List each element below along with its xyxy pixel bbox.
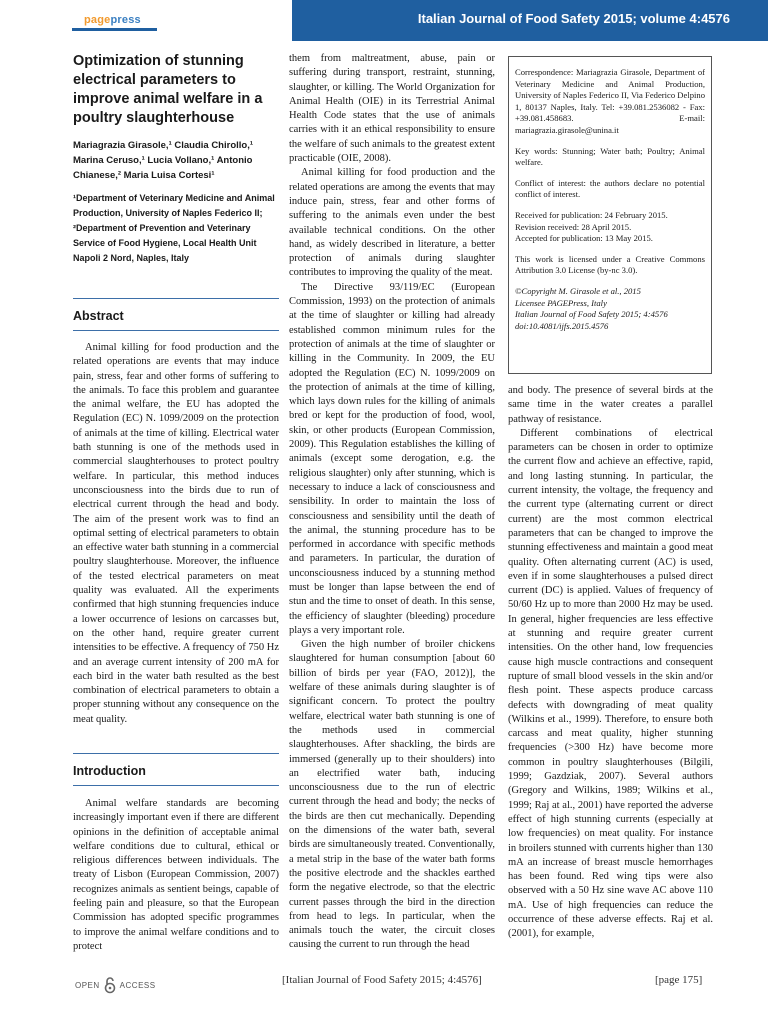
journal-banner-text: Italian Journal of Food Safety 2015; volume 4:4576 bbox=[417, 11, 730, 26]
abstract-heading: Abstract bbox=[73, 309, 124, 323]
right-column bbox=[508, 384, 713, 942]
publisher-logo bbox=[72, 14, 157, 36]
author-list: Mariagrazia Girasole,¹ Claudia Chirollo,¹ Marina Ceruso,¹ Lucia Vollano,¹ Antonio Chianese,² Maria Luisa Cortesi¹ bbox=[73, 140, 254, 181]
abstract-body bbox=[73, 341, 279, 727]
received-date: Received for publication: 24 February 2015. bbox=[515, 209, 668, 220]
open-access-lock-icon bbox=[103, 976, 117, 994]
introduction-heading: Introduction bbox=[73, 764, 146, 778]
accepted-date: Accepted for publication: 13 May 2015. bbox=[515, 233, 653, 244]
licensee: Licensee PAGEPress, Italy bbox=[515, 297, 607, 308]
copyright: ©Copyright M. Girasole et al., 2015 bbox=[515, 285, 641, 296]
right-paragraph-2: Different combinations of electrical parameters can be chosen in order to optimize the current flow and achieve an effective, rapid, and long lasting stunning. In particular, the current intensity, the voltage, the frequency and the current type (alternating current or direct current) are the most common electrical parameters that can be changed to improve the stunning effectiveness and maintain a good meat quality. Often alternating current (AC) is used, even if in some slaughterhouses a pulsed direct current (DC) is applied. Values of frequency of 50/60 Hz up to more than 2000 Hz may be used. In general, higher frequencies are less effective at stunning and require greater current intensities. On the other hand, low frequencies cause high muscle contractions and consequent rupture of small blood vessels in the skin and/or flesh point. These aspects produce carcass defects with downgrading of meat quality (Wilkins et al., 1999). Therefore, to ensure both carcass and meat quality, higher stunning frequencies (>300 Hz) have become more common in poultry slaughterhouses (Bilgili, 1999; Gazdziak, 2007). Several authors (Gregory and Wilkins, 1989; Wilkins et al., 1999; Raj at al., 2001) have reported the adverse effect of high stunning currents (especially at low frequencies) on meat quality. For instance in broilers stunned with currents higher than 130 mA an increase of breast muscle hemorrhages has been found. Red wing tips were also observed with a 50 Hz sine wave AC above 110 mA. Use of high frequencies can reduce the occurrence of these adverse effects. Raj et al. (2001), for example, bbox=[508, 427, 713, 940]
revised-date: Revision received: 28 April 2015. bbox=[515, 221, 632, 232]
keywords: Key words: Stunning; Water bath; Poultry; Animal welfare. bbox=[515, 145, 705, 168]
introduction-paragraph: Animal welfare standards are becoming increasingly important even if there are different opinions in the definition of acceptable animal welfare conditions due to cultural, ethical or religious differences between individuals. The treaty of Lisbon (European Commission, 2007) recognizes animals as sentient beings, capable of feeling pain and pleasure, so that the European Commission has adopted specific programmes to improve the animal welfare conditions and to protect bbox=[73, 798, 279, 952]
introduction-body bbox=[73, 797, 279, 954]
middle-paragraph-1: them from maltreatment, abuse, pain or suffering during transport, restraint, stunning, slaughter, or killing. The World Organization for Animal Health (OIE) in its Terrestrial Animal Health Code states that the use of animals carries with it an ethical responsibility to ensure the welfare of such animals to the greatest extent practicable (OIE, 2008). bbox=[289, 53, 495, 165]
box-citation: Italian Journal of Food Safety 2015; 4:4576 bbox=[515, 309, 668, 320]
intro-top-rule bbox=[73, 753, 279, 754]
middle-paragraph-2: Animal killing for food production and the related operations are among the events that may induce pain, stress, fear and other forms of suffering to the animals even under the best available technical conditions. On the other hand, as widely described in literature, a better protection of animals during slaughter contributes to improving the quality of the meat. bbox=[289, 167, 495, 279]
open-access-logo bbox=[75, 976, 156, 994]
page-number: [page 175] bbox=[655, 974, 703, 986]
publisher-logo-text: pagepress bbox=[84, 14, 141, 26]
open-access-right-text: ACCESS bbox=[119, 980, 156, 990]
journal-banner bbox=[292, 0, 768, 41]
right-paragraph-1: and body. The presence of several birds at the same time in the water creates a parallel pathway of resistance. bbox=[508, 385, 713, 425]
doi: doi:10.4081/ijfs.2015.4576 bbox=[515, 320, 609, 331]
affiliations: ¹Department of Veterinary Medicine and Animal Production, University of Naples Federico II; ²Department of Prevention and Veterinary Service of Food Hygiene, Local Health Unit Napoli 2 Nord, Naples, Italy bbox=[73, 193, 275, 263]
intro-bottom-rule bbox=[73, 785, 279, 786]
title-block bbox=[73, 52, 278, 266]
correspondence-box bbox=[508, 56, 712, 374]
middle-paragraph-3: The Directive 93/119/EC (European Commission, 1993) on the protection of animals at the time of slaughter or killing had already established common minimum rules for the protection of animals at the time of slaughter or killing in the Community. In 2009, the EU adopted the Regulation (EC) N. 1099/2009 on the protection of animals at the time of killing, which lays down rules for the killing of animals bred or kept for the production of food, wool, skin, or other products (European Commission, 2009). This Regulation establishes the killing of animals (except some derogation, e.g. the religious slaughter) only after stunning, which is necessary to induce a lack of consciousness and sensibility. In order to maintain the loss of consciousness and sensibility until the death of the animal, the stunning procedure has to be performed in accordance with specific methods and parameters. In particular, the duration of unconsciousness induced by a stunning method must be longer than lapse between the end of stun and the time to onset of death. In this sense, the efficiency of slaughter (bleeding) procedure plays a very important role. bbox=[289, 281, 495, 636]
middle-column bbox=[289, 52, 495, 953]
abstract-bottom-rule bbox=[73, 330, 279, 331]
abstract-top-rule bbox=[73, 298, 279, 299]
open-access-left-text: OPEN bbox=[75, 980, 100, 990]
publisher-logo-bar bbox=[72, 28, 157, 31]
footer-citation: [Italian Journal of Food Safety 2015; 4:4576] bbox=[282, 974, 482, 986]
correspondence-text: Correspondence: Mariagrazia Girasole, Department of Veterinary Medicine and Animal Production, University of Naples Federico II, Via Federico Delpino 1, 80137 Naples, Italy. Tel: +39.081.2536082 - Fax: +39.081.458683. E-mail: mariagrazia.girasole@unina.it bbox=[515, 67, 705, 135]
license-text: This work is licensed under a Creative Commons Attribution 3.0 License (by-nc 3.0). bbox=[515, 253, 705, 276]
abstract-text: Animal killing for food production and the related operations are events that may induce pain, stress, fear and other forms of suffering to the animals. To face this problem and guarantee the animal welfare, the EU has adopted the Regulation (EC) N. 1099/2009 on the protection of animals at the time of killing. Electrical water bath stunning is one of the methods used in commercial slaughterhouses to protect poultry welfare. In particular, this method induces unconsciousness into the birds due to run of electrical current through the head and body. The aim of the present work was to find an optimal setting of electrical parameters to obtain an effective water bath stunning in a commercial poultry slaughterhouse. Moreover, the influence of the tested electrical parameters on meat quality was evaluated. All the experiments confirmed that high stunning frequencies induce a lower occurrence of lesions on carcasses but, on the other hand, require greater current intensities to be effective. A frequency of 750 Hz and an average current intensity of 200 mA for each bird in the water bath resulted as the best combination of electrical parameters to obtain a proper stunning without any consequence on the meat quality. bbox=[73, 342, 279, 725]
article-title: Optimization of stunning electrical parameters to improve animal welfare in a poultry slaughterhouse bbox=[73, 53, 263, 126]
conflict-statement: Conflict of interest: the authors declare no potential conflict of interest. bbox=[515, 177, 705, 200]
middle-paragraph-4: Given the high number of broiler chickens slaughtered for human consumption [about 60 billion of birds per year (FAO, 2012)], the welfare of these animals during slaughter is of significant concern. To protect the poultry welfare, electrical water bath stunning is one of the methods used in commercial slaughterhouses. After shackling, the birds are immersed (generally up to their shoulders) into an electrified water bath, inducing unconsciousness due to the run of electric current through the head and body; the necks of the birds are then cut mechanically. Depending on the dimensions of the water bath, several birds are simultaneously treated. Conventionally, a metal strip in the base of the water bath forms the positive electrode and the shackles earthed form the negative electrode, so that the electric current passes through the bird in the direction from head to legs. In particular, when the animals touch the water, the circuit closes causing the current to run through the head bbox=[289, 639, 495, 951]
